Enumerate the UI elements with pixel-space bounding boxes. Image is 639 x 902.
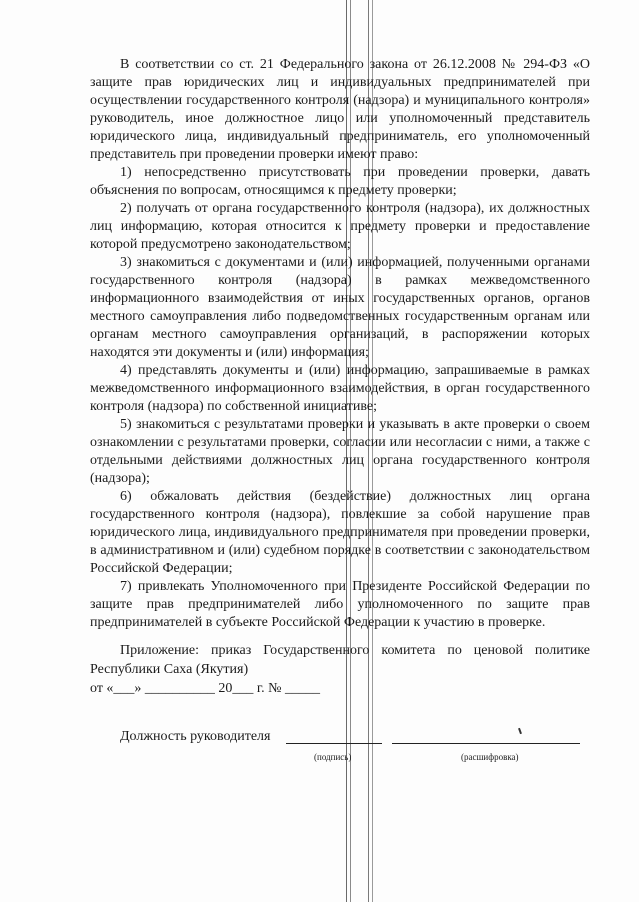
signature-label: Должность руководителя xyxy=(120,729,271,744)
appendix-block xyxy=(90,641,590,698)
rights-text xyxy=(90,56,590,632)
paragraph-right-7: 7) привлекать Уполномоченного при Президенте Российской Федерации по защите прав предпринимателей либо уполномоченного по защите прав предпринимателей в субъекте Российской Федерации к участию в проверке. xyxy=(90,579,590,630)
signature-caption: (подпись) xyxy=(314,752,352,762)
appendix-title: Приложение: приказ Государственного комитета по ценовой политике Республики Саха (Якутия) xyxy=(90,643,590,677)
paragraph-right-1: 1) непосредственно присутствовать при проведении проверки, давать объяснения по вопросам, относящимся к предмету проверки; xyxy=(90,165,590,198)
appendix-date-number: от «___» __________ 20___ г. № _____ xyxy=(90,681,320,696)
paragraph-right-3: 3) знакомиться с документами и (или) информацией, полученными органами государственного контроля (надзора) в рамках межведомственного информационного взаимодействия от иных государственных органов, органов местного самоуправления либо подведомственных государственным органам или органам местного самоуправления организаций, в распоряжении которых находятся эти документы и (или) информация; xyxy=(90,255,590,360)
decoding-caption: (расшифровка) xyxy=(461,752,519,762)
paragraph-right-5: 5) знакомиться с результатами проверки и указывать в акте проверки о своем ознакомлении с результатами проверки, согласии или несогласии с ними, а также с отдельными действиями должностных лиц органа государственного контроля (надзора); xyxy=(90,417,590,486)
signature-line xyxy=(286,743,382,744)
paragraph-right-2: 2) получать от органа государственного контроля (надзора), их должностных лиц информацию, которая относится к предмету проверки и предоставление которой предусмотрено законодательством; xyxy=(90,201,590,252)
paragraph-right-6: 6) обжаловать действия (бездействие) должностных лиц органа государственного контроля (надзора), повлекшие за собой нарушение прав юридического лица, индивидуального предпринимателя при проведении проверки, в административном и (или) судебном порядке в соответствии с законодательством Российской Федерации; xyxy=(90,489,590,576)
paragraph-intro: В соответствии со ст. 21 Федерального закона от 26.12.2008 № 294-ФЗ «О защите прав юридических лиц и индивидуальных предпринимателей при осуществлении государственного контроля (надзора) и муниципального контроля» руководитель, иное должностное лицо или уполномоченный представитель юридического лица, индивидуальный предприниматель, его уполномоченный представитель при проведении проверки имеют право: xyxy=(90,57,590,162)
pen-mark xyxy=(518,728,522,734)
decoding-line xyxy=(392,743,580,744)
paragraph-right-4: 4) представлять документы и (или) информацию, запрашиваемые в рамках межведомственного информационного взаимодействия, в орган государственного контроля (надзора) по собственной инициативе; xyxy=(90,363,590,414)
